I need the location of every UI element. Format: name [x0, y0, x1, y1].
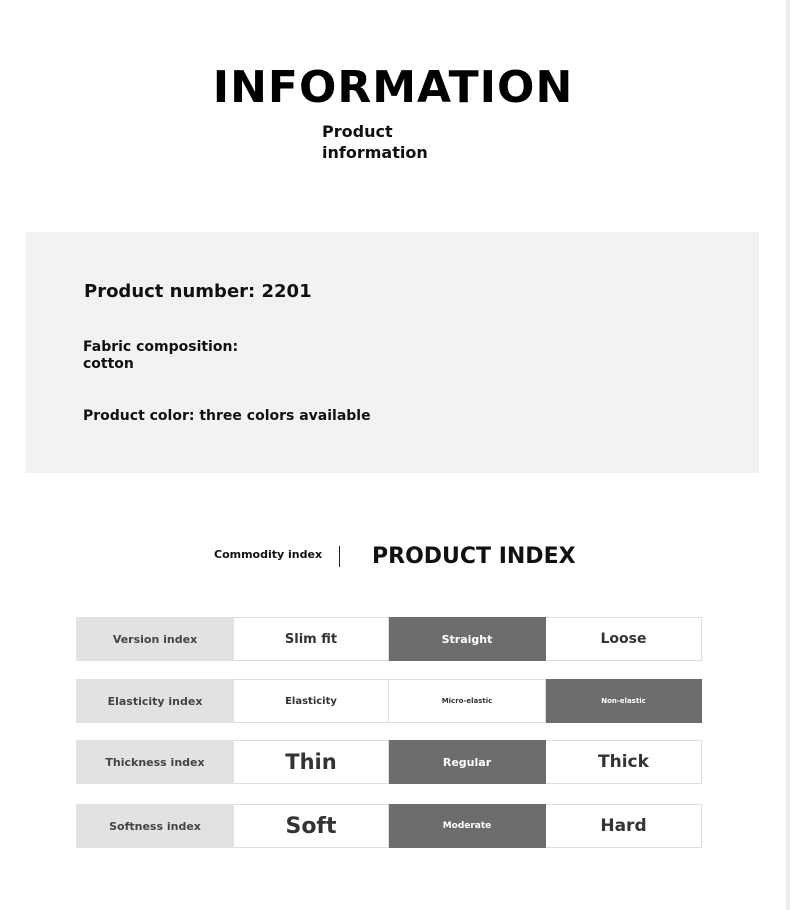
subtitle-line-2: information: [322, 143, 428, 162]
elasticity-option-micro-elastic: Micro-elastic: [389, 679, 546, 723]
thickness-option-thick: Thick: [546, 740, 702, 784]
header-divider: [339, 546, 340, 567]
product-index-title: PRODUCT INDEX: [372, 544, 576, 569]
product-color: Product color: three colors available: [83, 408, 371, 424]
fabric-value: cotton: [83, 356, 134, 372]
commodity-index-label: Commodity index: [214, 548, 323, 561]
product-number: Product number: 2201: [84, 281, 312, 302]
version-option-straight: Straight: [389, 617, 546, 661]
index-row-elasticity: [76, 679, 702, 723]
fabric-composition: [83, 339, 238, 373]
elasticity-option-elasticity: Elasticity: [234, 679, 389, 723]
index-row-version: [76, 617, 702, 661]
version-option-slim-fit: Slim fit: [234, 617, 389, 661]
softness-index-label: Softness index: [76, 804, 234, 848]
softness-option-hard: Hard: [546, 804, 702, 848]
page-title: INFORMATION: [212, 62, 574, 113]
right-edge-strip: [786, 0, 790, 910]
product-info-panel: [26, 232, 759, 473]
softness-option-soft: Soft: [234, 804, 389, 848]
elasticity-index-label: Elasticity index: [76, 679, 234, 723]
elasticity-option-non-elastic: Non-elastic: [546, 679, 702, 723]
thickness-option-regular: Regular: [389, 740, 546, 784]
subtitle-line-1: Product: [322, 122, 393, 141]
fabric-label: Fabric composition:: [83, 339, 239, 355]
version-option-loose: Loose: [546, 617, 702, 661]
softness-option-moderate: Moderate: [389, 804, 546, 848]
thickness-index-label: Thickness index: [76, 740, 234, 784]
page-subtitle: [322, 121, 462, 163]
index-row-thickness: [76, 740, 702, 784]
thickness-option-thin: Thin: [234, 740, 389, 784]
version-index-label: Version index: [76, 617, 234, 661]
index-row-softness: [76, 804, 702, 848]
